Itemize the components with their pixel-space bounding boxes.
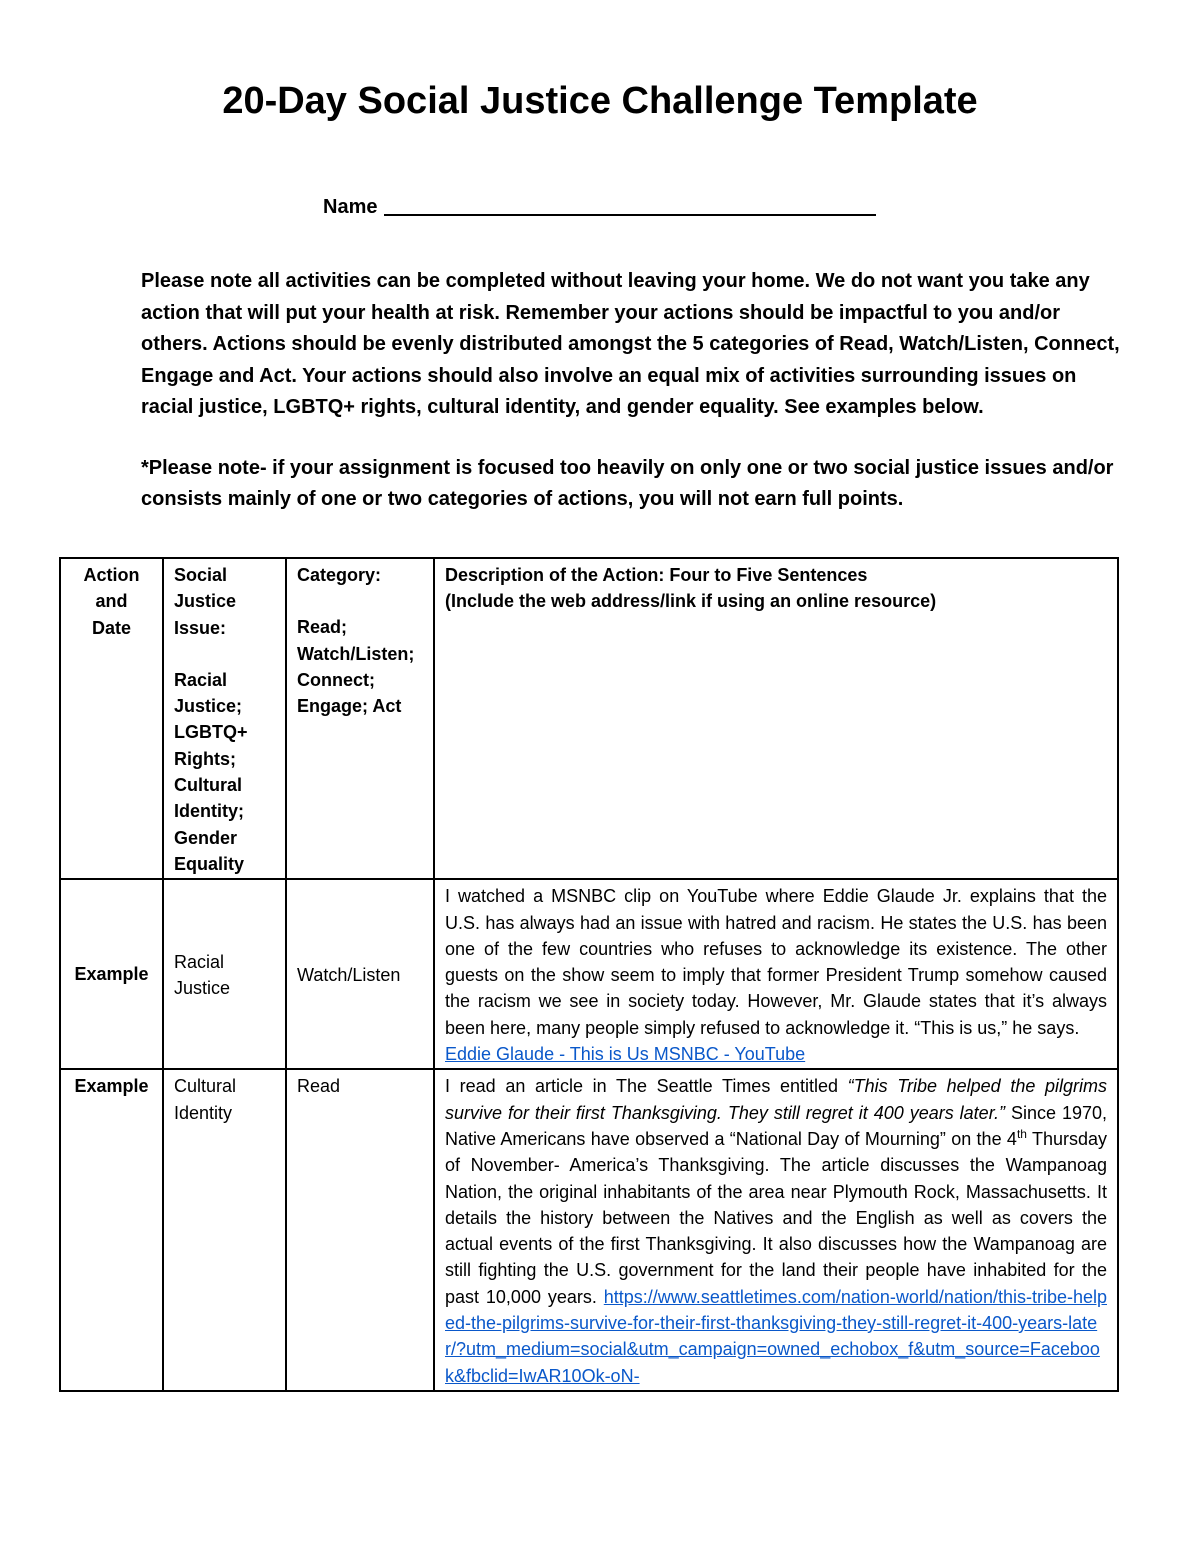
category-option: Connect; [297, 669, 375, 690]
issue-text: Identity [174, 1102, 233, 1123]
header-action-date [60, 558, 163, 879]
issue-option: Identity; [174, 801, 244, 822]
header-text: Action [83, 565, 140, 585]
issue-option: Rights; [174, 748, 236, 769]
issue-option: Cultural [174, 775, 243, 796]
header-text: and [95, 591, 128, 612]
issue-text: Cultural [174, 1076, 237, 1097]
header-text: Justice [174, 591, 237, 612]
description-text: Since 1970, Native Americans have observed a “National Day of Mourning” on the 4 [445, 1102, 1107, 1149]
category-option: Read; [297, 617, 348, 638]
row-description [434, 1069, 1118, 1391]
header-text: Issue: [174, 617, 227, 638]
category-option: Engage; Act [297, 696, 402, 717]
row-label: Example [60, 1069, 163, 1391]
issue-option: Racial [174, 669, 228, 690]
issue-text: Racial [174, 952, 225, 972]
ordinal-suffix: th [1016, 1126, 1027, 1141]
header-social-justice-issue [163, 558, 286, 879]
header-category [286, 558, 434, 879]
row-issue [163, 1069, 286, 1391]
source-link[interactable]: Eddie Glaude - This is Us MSNBC - YouTube [445, 1044, 806, 1065]
header-text: Description of the Action: Four to Five Sentences [445, 565, 868, 585]
document-title: 20-Day Social Justice Challenge Template [222, 80, 978, 122]
spacer [297, 588, 423, 614]
description-text: Thursday of November- America’s Thanksgiving. The article discusses the Wampanoag Nation, the original inhabitants of the area near Plymouth Rock, Massachusetts. It details the history between the Natives and the English as well as covers the actual events of the first Thanksgiving. It also discusses how the Wampanoag are still fighting the U.S. government for the land their people have inhabited for the past 10,000 years. [445, 1128, 1107, 1307]
header-text: Category: [297, 565, 382, 585]
row-category: Watch/Listen [286, 879, 434, 1069]
header-text: Social [174, 565, 228, 585]
table-header-row [60, 558, 1118, 879]
header-description [434, 558, 1118, 879]
instructions [141, 266, 1126, 516]
name-underline [384, 214, 876, 216]
header-text: (Include the web address/link if using an online resource) [445, 591, 937, 612]
row-description [434, 879, 1118, 1069]
row-label: Example [60, 879, 163, 1069]
note-paragraph: *Please note- if your assignment is focused too heavily on only one or two social justice issues and/or consists mainly of one or two categories of actions, you will not earn full points. [141, 456, 1114, 510]
issue-option: Justice; [174, 696, 243, 717]
intro-paragraph: Please note all activities can be completed without leaving your home. We do not want you take any action that will put your health at risk. Remember your actions should be impactful to you and/or others. Actions should be evenly distributed amongst the 5 categories of Read, Watch/Listen, Connect, Engage and Act. Your actions should also involve an equal mix of activities surrounding issues on racial justice, LGBTQ+ rights, cultural identity, and gender equality. See examples below. [141, 270, 1120, 418]
source-link[interactable]: https://www.seattletimes.com/nation-world/nation/this-tribe-helped-the-pilgrims-survive-for-their-first-thanksgiving-they-still-regret-it-400-years-later/?utm_medium=social&utm_campaign=owned_echobox_f&utm_source=Facebook&fbclid=IwAR10Ok-oN- [445, 1286, 1107, 1386]
category-option: Watch/Listen; [297, 643, 415, 664]
row-issue [163, 879, 286, 1069]
name-label: Name [323, 196, 378, 218]
spacer [174, 641, 275, 667]
table-row [60, 1069, 1118, 1391]
issue-option: LGBTQ+ [174, 722, 248, 743]
description-text: I read an article in The Seattle Times entitled [445, 1076, 848, 1097]
challenge-table [59, 557, 1119, 1392]
table-row [60, 879, 1118, 1069]
row-category: Read [286, 1069, 434, 1391]
header-text: Date [91, 617, 131, 638]
issue-text: Justice [174, 978, 231, 999]
description-text: I watched a MSNBC clip on YouTube where Eddie Glaude Jr. explains that the U.S. has always had an issue with hatred and racism. He states the U.S. has been one of the few countries who refuses to acknowledge its existence. The other guests on the show seem to imply that former President Trump somehow caused the racism we see in society today. However, Mr. Glaude states that it’s always been here, many people simply refused to acknowledge it. “This is us,” he says. [445, 886, 1107, 1038]
article-title: “This Tribe helped the pilgrims survive for their first Thanksgiving. They still regret it 400 years later.” [445, 1076, 1107, 1123]
issue-option: Gender [174, 827, 238, 848]
issue-option: Equality [174, 853, 245, 874]
